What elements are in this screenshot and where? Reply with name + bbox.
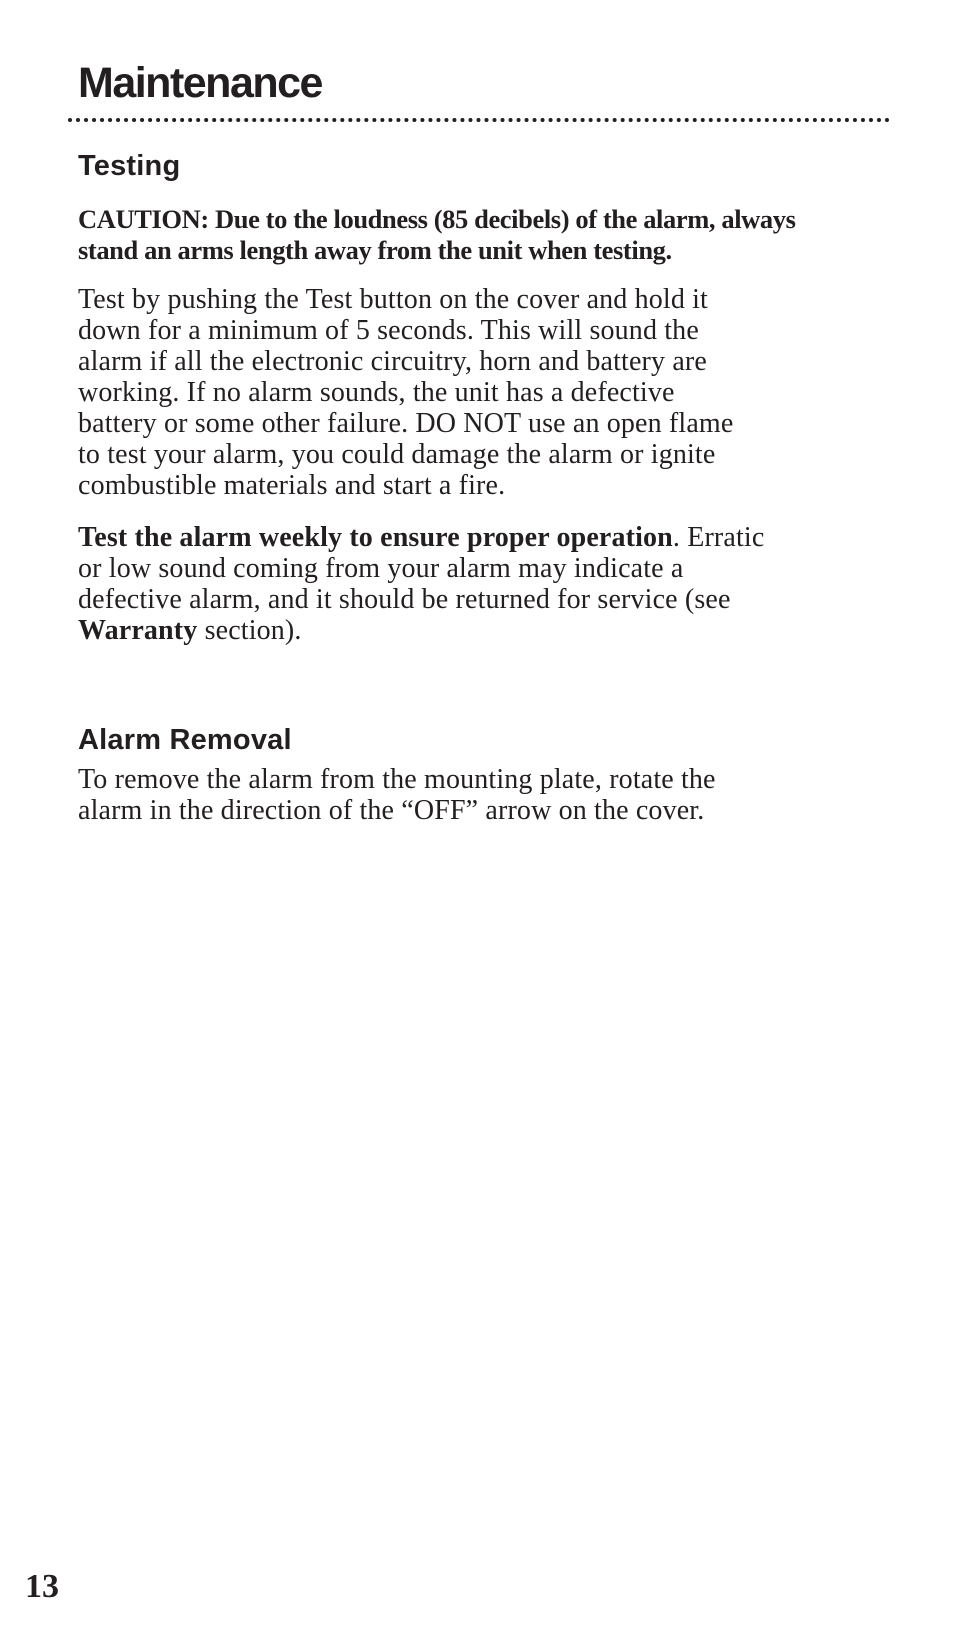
paragraph-line xyxy=(78,615,898,646)
paragraph-line: down for a minimum of 5 seconds. This will sound the xyxy=(78,315,699,346)
paragraph-line: To remove the alarm from the mounting plate, rotate the xyxy=(78,764,716,795)
warranty-reference: Warranty xyxy=(78,615,198,646)
page-title: Maintenance xyxy=(78,59,322,107)
paragraph-line: Test by pushing the Test button on the cover and hold it xyxy=(78,284,708,315)
paragraph-line: combustible materials and start a fire. xyxy=(78,470,506,501)
paragraph-line xyxy=(78,522,898,553)
paragraph-line: alarm if all the electronic circuitry, horn and battery are xyxy=(78,346,707,377)
paragraph-line: defective alarm, and it should be returned for service (see xyxy=(78,584,731,615)
test-instructions-paragraph xyxy=(78,284,898,501)
caution-notice xyxy=(78,204,898,266)
warranty-reference-text: section). xyxy=(197,615,302,646)
testing-heading: Testing xyxy=(78,150,181,182)
page-number: 13 xyxy=(25,1568,59,1605)
alarm-removal-paragraph xyxy=(78,764,898,826)
paragraph-line: battery or some other failure. DO NOT use an open flame xyxy=(78,408,734,439)
paragraph-line: or low sound coming from your alarm may indicate a xyxy=(78,553,684,584)
weekly-test-emphasis: Test the alarm weekly to ensure proper operation xyxy=(78,522,673,553)
paragraph-line: working. If no alarm sounds, the unit has a defective xyxy=(78,377,675,408)
weekly-test-text: . Erratic xyxy=(672,522,765,553)
alarm-removal-heading: Alarm Removal xyxy=(78,724,292,756)
title-divider xyxy=(68,118,890,122)
paragraph-line: to test your alarm, you could damage the alarm or ignite xyxy=(78,439,716,470)
paragraph-line: alarm in the direction of the “OFF” arrow on the cover. xyxy=(78,795,705,826)
caution-line: CAUTION: Due to the loudness (85 decibels) of the alarm, always xyxy=(78,204,796,234)
weekly-test-paragraph xyxy=(78,522,898,646)
caution-line: stand an arms length away from the unit when testing. xyxy=(78,235,672,265)
